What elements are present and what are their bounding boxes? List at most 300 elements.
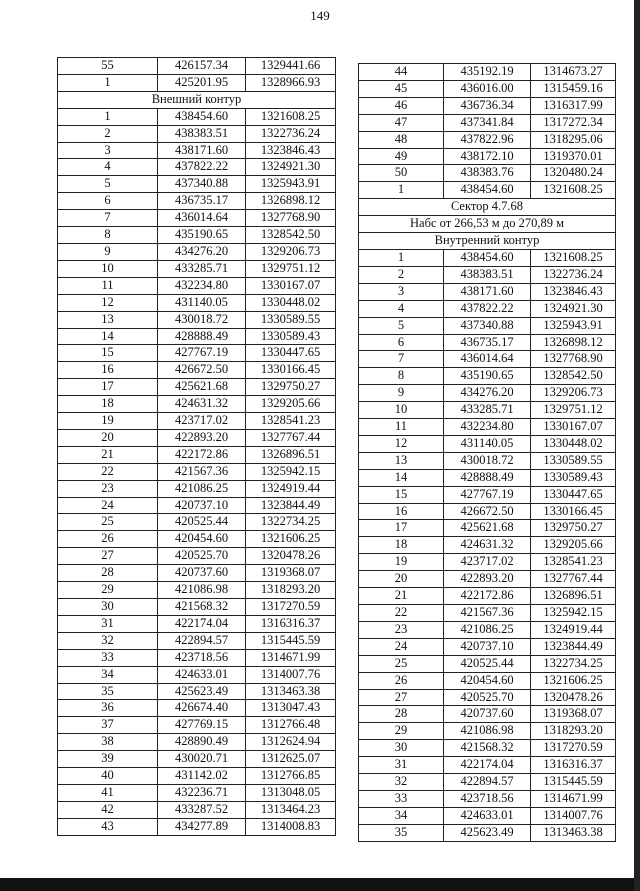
table-row: [58, 277, 336, 294]
table-row: [359, 689, 616, 706]
x-coordinate-cell: 437340.88: [158, 176, 246, 193]
y-coordinate-cell: 1312766.85: [246, 768, 336, 785]
y-coordinate-cell: 1329205.66: [246, 396, 336, 413]
point-number-cell: 2: [58, 125, 158, 142]
x-coordinate-cell: 438171.60: [158, 142, 246, 159]
x-coordinate-cell: 420737.60: [444, 706, 531, 723]
x-coordinate-cell: 425623.49: [158, 683, 246, 700]
y-coordinate-cell: 1320478.26: [246, 548, 336, 565]
x-coordinate-cell: 425623.49: [444, 824, 531, 841]
point-number-cell: 3: [359, 283, 444, 300]
table-row: [359, 503, 616, 520]
page-number: 149: [310, 8, 330, 23]
y-coordinate-cell: 1329751.12: [246, 260, 336, 277]
point-number-cell: 49: [359, 148, 444, 165]
table-row: [359, 317, 616, 334]
y-coordinate-cell: 1316316.37: [246, 615, 336, 632]
y-coordinate-cell: 1323846.43: [531, 283, 616, 300]
y-coordinate-cell: 1322736.24: [246, 125, 336, 142]
x-coordinate-cell: 421568.32: [158, 599, 246, 616]
point-number-cell: 20: [359, 571, 444, 588]
point-number-cell: 18: [359, 537, 444, 554]
x-coordinate-cell: 423717.02: [158, 413, 246, 430]
point-number-cell: 38: [58, 734, 158, 751]
point-number-cell: 15: [58, 345, 158, 362]
x-coordinate-cell: 422893.20: [158, 429, 246, 446]
table-row: [58, 615, 336, 632]
y-coordinate-cell: 1313048.05: [246, 784, 336, 801]
point-number-cell: 32: [359, 774, 444, 791]
x-coordinate-cell: 431140.05: [444, 435, 531, 452]
table-row: [58, 159, 336, 176]
y-coordinate-cell: 1330589.43: [246, 328, 336, 345]
table-row: [58, 227, 336, 244]
x-coordinate-cell: 424631.32: [158, 396, 246, 413]
x-coordinate-cell: 437341.84: [444, 114, 531, 131]
table-row: [58, 497, 336, 514]
point-number-cell: 9: [359, 385, 444, 402]
x-coordinate-cell: 427767.19: [444, 486, 531, 503]
y-coordinate-cell: 1317272.34: [531, 114, 616, 131]
table-row: [359, 469, 616, 486]
y-coordinate-cell: 1318293.20: [246, 582, 336, 599]
y-coordinate-cell: 1314008.83: [246, 818, 336, 835]
table-row: [58, 599, 336, 616]
y-coordinate-cell: 1314673.27: [531, 64, 616, 81]
table-row: [58, 666, 336, 683]
x-coordinate-cell: 423718.56: [158, 649, 246, 666]
y-coordinate-cell: 1322734.25: [246, 514, 336, 531]
x-coordinate-cell: 432234.80: [444, 419, 531, 436]
table-row: [58, 717, 336, 734]
point-number-cell: 44: [359, 64, 444, 81]
table-row: [359, 368, 616, 385]
x-coordinate-cell: 428888.49: [444, 469, 531, 486]
point-number-cell: 31: [58, 615, 158, 632]
table-row: [58, 108, 336, 125]
point-number-cell: 35: [359, 824, 444, 841]
y-coordinate-cell: 1325943.91: [246, 176, 336, 193]
point-number-cell: 33: [359, 790, 444, 807]
x-coordinate-cell: 423717.02: [444, 554, 531, 571]
y-coordinate-cell: 1312766.48: [246, 717, 336, 734]
y-coordinate-cell: 1329750.27: [531, 520, 616, 537]
y-coordinate-cell: 1314007.76: [531, 807, 616, 824]
point-number-cell: 16: [58, 362, 158, 379]
table-row: [359, 266, 616, 283]
point-number-cell: 4: [359, 300, 444, 317]
y-coordinate-cell: 1329441.66: [246, 58, 336, 75]
table-row: [359, 740, 616, 757]
table-row: [359, 419, 616, 436]
y-coordinate-cell: 1312624.94: [246, 734, 336, 751]
point-number-cell: 14: [359, 469, 444, 486]
x-coordinate-cell: 420525.70: [158, 548, 246, 565]
y-coordinate-cell: 1329206.73: [531, 385, 616, 402]
y-coordinate-cell: 1323844.49: [531, 638, 616, 655]
y-coordinate-cell: 1324919.44: [531, 621, 616, 638]
table-row: [359, 571, 616, 588]
point-number-cell: 12: [58, 294, 158, 311]
point-number-cell: 17: [359, 520, 444, 537]
point-number-cell: 46: [359, 97, 444, 114]
point-number-cell: 37: [58, 717, 158, 734]
point-number-cell: 25: [359, 655, 444, 672]
table-row: [359, 300, 616, 317]
x-coordinate-cell: 430020.71: [158, 751, 246, 768]
point-number-cell: 41: [58, 784, 158, 801]
y-coordinate-cell: 1316317.99: [531, 97, 616, 114]
table-row: [58, 345, 336, 362]
point-number-cell: 55: [58, 58, 158, 75]
table-row: [359, 435, 616, 452]
point-number-cell: 15: [359, 486, 444, 503]
y-coordinate-cell: 1328966.93: [246, 74, 336, 91]
x-coordinate-cell: 437340.88: [444, 317, 531, 334]
table-row: [58, 734, 336, 751]
y-coordinate-cell: 1313463.38: [531, 824, 616, 841]
x-coordinate-cell: 436735.17: [158, 193, 246, 210]
y-coordinate-cell: 1323844.49: [246, 497, 336, 514]
point-number-cell: 27: [359, 689, 444, 706]
point-number-cell: 8: [359, 368, 444, 385]
table-row: [58, 379, 336, 396]
table-row: [58, 413, 336, 430]
point-number-cell: 10: [58, 260, 158, 277]
table-row: [359, 790, 616, 807]
y-coordinate-cell: 1330166.45: [246, 362, 336, 379]
table-row: [58, 243, 336, 260]
y-coordinate-cell: 1330447.65: [531, 486, 616, 503]
point-number-cell: 23: [359, 621, 444, 638]
table-row: [359, 655, 616, 672]
table-row: [58, 294, 336, 311]
table-row: [58, 176, 336, 193]
point-number-cell: 5: [359, 317, 444, 334]
y-coordinate-cell: 1315445.59: [246, 632, 336, 649]
point-number-cell: 1: [58, 108, 158, 125]
table-row: [359, 807, 616, 824]
point-number-cell: 34: [58, 666, 158, 683]
table-row: [359, 723, 616, 740]
point-number-cell: 47: [359, 114, 444, 131]
y-coordinate-cell: 1321606.25: [531, 672, 616, 689]
x-coordinate-cell: 421086.25: [158, 480, 246, 497]
section-title-row: [58, 91, 336, 108]
y-coordinate-cell: 1320480.24: [531, 165, 616, 182]
point-number-cell: 16: [359, 503, 444, 520]
table-row: [359, 588, 616, 605]
y-coordinate-cell: 1329206.73: [246, 243, 336, 260]
point-number-cell: 4: [58, 159, 158, 176]
point-number-cell: 32: [58, 632, 158, 649]
table-row: [359, 283, 616, 300]
point-number-cell: 20: [58, 429, 158, 446]
x-coordinate-cell: 435190.65: [158, 227, 246, 244]
sector-title-row: [359, 199, 616, 216]
table-row: [359, 148, 616, 165]
y-coordinate-cell: 1325943.91: [531, 317, 616, 334]
y-coordinate-cell: 1330589.55: [531, 452, 616, 469]
table-row: [58, 649, 336, 666]
table-row: [359, 672, 616, 689]
point-number-cell: 1: [359, 249, 444, 266]
y-coordinate-cell: 1317270.59: [246, 599, 336, 616]
x-coordinate-cell: 436014.64: [444, 351, 531, 368]
point-number-cell: 3: [58, 142, 158, 159]
table-row: [58, 632, 336, 649]
x-coordinate-cell: 438454.60: [158, 108, 246, 125]
scan-bottom-edge: [0, 878, 640, 891]
x-coordinate-cell: 427767.19: [158, 345, 246, 362]
y-coordinate-cell: 1328541.23: [246, 413, 336, 430]
table-row: [359, 249, 616, 266]
section-title-row: [359, 233, 616, 250]
x-coordinate-cell: 428890.49: [158, 734, 246, 751]
y-coordinate-cell: 1318293.20: [531, 723, 616, 740]
point-number-cell: 18: [58, 396, 158, 413]
point-number-cell: 31: [359, 757, 444, 774]
point-number-cell: 48: [359, 131, 444, 148]
point-number-cell: 21: [359, 588, 444, 605]
x-coordinate-cell: 428888.49: [158, 328, 246, 345]
x-coordinate-cell: 430018.72: [444, 452, 531, 469]
x-coordinate-cell: 422894.57: [444, 774, 531, 791]
table-row: [58, 463, 336, 480]
table-row: [58, 565, 336, 582]
x-coordinate-cell: 420525.44: [444, 655, 531, 672]
x-coordinate-cell: 420737.10: [158, 497, 246, 514]
y-coordinate-cell: 1325942.15: [531, 605, 616, 622]
y-coordinate-cell: 1321608.25: [531, 182, 616, 199]
table-row: [58, 582, 336, 599]
point-number-cell: 39: [58, 751, 158, 768]
table-row: [359, 452, 616, 469]
table-row: [359, 182, 616, 199]
x-coordinate-cell: 422894.57: [158, 632, 246, 649]
x-coordinate-cell: 430018.72: [158, 311, 246, 328]
y-coordinate-cell: 1319368.07: [246, 565, 336, 582]
point-number-cell: 27: [58, 548, 158, 565]
x-coordinate-cell: 425201.95: [158, 74, 246, 91]
table-row: [58, 260, 336, 277]
x-coordinate-cell: 420454.60: [444, 672, 531, 689]
table-row: [58, 58, 336, 75]
y-coordinate-cell: 1315459.16: [531, 80, 616, 97]
table-row: [58, 328, 336, 345]
x-coordinate-cell: 433285.71: [444, 402, 531, 419]
table-row: [359, 385, 616, 402]
point-number-cell: 12: [359, 435, 444, 452]
y-coordinate-cell: 1329751.12: [531, 402, 616, 419]
table-row: [359, 114, 616, 131]
left-coordinates-table: [57, 57, 336, 836]
x-coordinate-cell: 420454.60: [158, 531, 246, 548]
y-coordinate-cell: 1317270.59: [531, 740, 616, 757]
x-coordinate-cell: 434276.20: [444, 385, 531, 402]
table-row: [58, 142, 336, 159]
sector-subtitle: Набс от 266,53 м до 270,89 м: [359, 216, 616, 233]
table-row: [58, 210, 336, 227]
x-coordinate-cell: 421567.36: [444, 605, 531, 622]
x-coordinate-cell: 431142.02: [158, 768, 246, 785]
table-row: [58, 818, 336, 835]
point-number-cell: 7: [58, 210, 158, 227]
y-coordinate-cell: 1314007.76: [246, 666, 336, 683]
y-coordinate-cell: 1321608.25: [531, 249, 616, 266]
y-coordinate-cell: 1316316.37: [531, 757, 616, 774]
x-coordinate-cell: 421086.25: [444, 621, 531, 638]
x-coordinate-cell: 423718.56: [444, 790, 531, 807]
table-row: [359, 605, 616, 622]
point-number-cell: 10: [359, 402, 444, 419]
section-title: Внутренний контур: [359, 233, 616, 250]
y-coordinate-cell: 1321606.25: [246, 531, 336, 548]
y-coordinate-cell: 1327768.90: [531, 351, 616, 368]
y-coordinate-cell: 1327767.44: [246, 429, 336, 446]
y-coordinate-cell: 1324921.30: [531, 300, 616, 317]
point-number-cell: 6: [58, 193, 158, 210]
y-coordinate-cell: 1313463.38: [246, 683, 336, 700]
point-number-cell: 28: [359, 706, 444, 723]
x-coordinate-cell: 422174.04: [158, 615, 246, 632]
x-coordinate-cell: 436735.17: [444, 334, 531, 351]
point-number-cell: 40: [58, 768, 158, 785]
y-coordinate-cell: 1313047.43: [246, 700, 336, 717]
point-number-cell: 23: [58, 480, 158, 497]
x-coordinate-cell: 424631.32: [444, 537, 531, 554]
y-coordinate-cell: 1319370.01: [531, 148, 616, 165]
x-coordinate-cell: 420525.70: [444, 689, 531, 706]
y-coordinate-cell: 1322736.24: [531, 266, 616, 283]
point-number-cell: 5: [58, 176, 158, 193]
y-coordinate-cell: 1323846.43: [246, 142, 336, 159]
table-row: [359, 402, 616, 419]
point-number-cell: 11: [359, 419, 444, 436]
table-row: [58, 446, 336, 463]
y-coordinate-cell: 1327768.90: [246, 210, 336, 227]
x-coordinate-cell: 426672.50: [158, 362, 246, 379]
point-number-cell: 29: [58, 582, 158, 599]
x-coordinate-cell: 438383.51: [158, 125, 246, 142]
x-coordinate-cell: 420737.10: [444, 638, 531, 655]
y-coordinate-cell: 1330589.55: [246, 311, 336, 328]
x-coordinate-cell: 421086.98: [158, 582, 246, 599]
y-coordinate-cell: 1330167.07: [246, 277, 336, 294]
x-coordinate-cell: 424633.01: [158, 666, 246, 683]
y-coordinate-cell: 1314671.99: [531, 790, 616, 807]
table-row: [58, 751, 336, 768]
point-number-cell: 13: [58, 311, 158, 328]
x-coordinate-cell: 435190.65: [444, 368, 531, 385]
y-coordinate-cell: 1324919.44: [246, 480, 336, 497]
point-number-cell: 2: [359, 266, 444, 283]
y-coordinate-cell: 1329205.66: [531, 537, 616, 554]
table-row: [58, 514, 336, 531]
y-coordinate-cell: 1327767.44: [531, 571, 616, 588]
point-number-cell: 26: [58, 531, 158, 548]
point-number-cell: 8: [58, 227, 158, 244]
table-row: [359, 757, 616, 774]
x-coordinate-cell: 438172.10: [444, 148, 531, 165]
x-coordinate-cell: 433285.71: [158, 260, 246, 277]
x-coordinate-cell: 427769.15: [158, 717, 246, 734]
y-coordinate-cell: 1330589.43: [531, 469, 616, 486]
point-number-cell: 1: [359, 182, 444, 199]
table-row: [58, 74, 336, 91]
table-row: [58, 396, 336, 413]
point-number-cell: 42: [58, 801, 158, 818]
x-coordinate-cell: 436736.34: [444, 97, 531, 114]
y-coordinate-cell: 1326898.12: [246, 193, 336, 210]
x-coordinate-cell: 437822.22: [444, 300, 531, 317]
x-coordinate-cell: 426672.50: [444, 503, 531, 520]
y-coordinate-cell: 1318295.06: [531, 131, 616, 148]
y-coordinate-cell: 1330447.65: [246, 345, 336, 362]
point-number-cell: 17: [58, 379, 158, 396]
table-row: [359, 334, 616, 351]
table-row: [359, 774, 616, 791]
point-number-cell: 19: [58, 413, 158, 430]
point-number-cell: 26: [359, 672, 444, 689]
x-coordinate-cell: 422174.04: [444, 757, 531, 774]
point-number-cell: 7: [359, 351, 444, 368]
y-coordinate-cell: 1326896.51: [531, 588, 616, 605]
table-row: [359, 638, 616, 655]
y-coordinate-cell: 1329750.27: [246, 379, 336, 396]
point-number-cell: 9: [58, 243, 158, 260]
table-row: [58, 784, 336, 801]
point-number-cell: 19: [359, 554, 444, 571]
point-number-cell: 21: [58, 446, 158, 463]
table-row: [359, 97, 616, 114]
sector-title: Сектор 4.7.68: [359, 199, 616, 216]
x-coordinate-cell: 422172.86: [158, 446, 246, 463]
x-coordinate-cell: 420737.60: [158, 565, 246, 582]
table-row: [359, 486, 616, 503]
point-number-cell: 29: [359, 723, 444, 740]
x-coordinate-cell: 421568.32: [444, 740, 531, 757]
x-coordinate-cell: 426674.40: [158, 700, 246, 717]
table-row: [58, 548, 336, 565]
y-coordinate-cell: 1321608.25: [246, 108, 336, 125]
table-row: [58, 193, 336, 210]
point-number-cell: 22: [58, 463, 158, 480]
y-coordinate-cell: 1314671.99: [246, 649, 336, 666]
point-number-cell: 50: [359, 165, 444, 182]
table-row: [58, 768, 336, 785]
sector-subtitle-row: [359, 216, 616, 233]
point-number-cell: 1: [58, 74, 158, 91]
table-row: [359, 520, 616, 537]
x-coordinate-cell: 433287.52: [158, 801, 246, 818]
point-number-cell: 13: [359, 452, 444, 469]
y-coordinate-cell: 1326896.51: [246, 446, 336, 463]
y-coordinate-cell: 1326898.12: [531, 334, 616, 351]
section-title: Внешний контур: [58, 91, 336, 108]
point-number-cell: 24: [359, 638, 444, 655]
y-coordinate-cell: 1328542.50: [246, 227, 336, 244]
point-number-cell: 33: [58, 649, 158, 666]
x-coordinate-cell: 437822.96: [444, 131, 531, 148]
x-coordinate-cell: 438383.76: [444, 165, 531, 182]
table-row: [58, 531, 336, 548]
table-row: [359, 80, 616, 97]
x-coordinate-cell: 432234.80: [158, 277, 246, 294]
x-coordinate-cell: 431140.05: [158, 294, 246, 311]
table-row: [359, 824, 616, 841]
y-coordinate-cell: 1319368.07: [531, 706, 616, 723]
